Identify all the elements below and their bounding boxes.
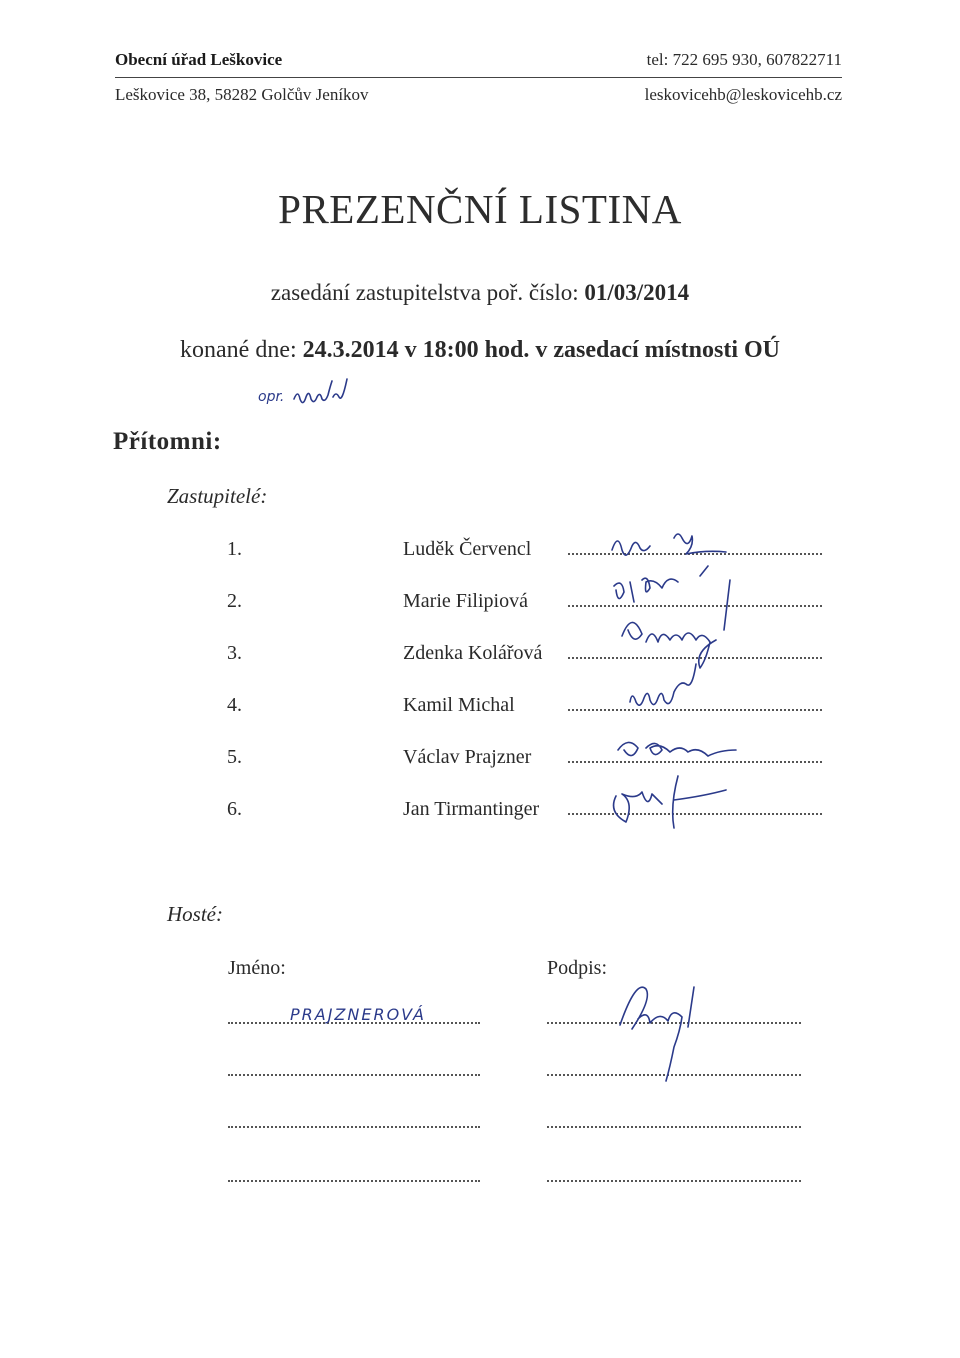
- item-number: 4.: [227, 694, 242, 716]
- subtitle-prefix: zasedání zastupitelstva poř. číslo:: [270, 280, 585, 305]
- list-item: [0, 746, 960, 786]
- list-item: [0, 642, 960, 682]
- representative-name: Zdenka Kolářová: [403, 642, 543, 664]
- office-phone: tel: 722 695 930, 607822711: [646, 50, 842, 69]
- guest-handwritten-name-icon: [290, 992, 490, 1032]
- item-number: 3.: [227, 642, 242, 664]
- list-item: [0, 694, 960, 734]
- guest-name-column-header: Jméno:: [228, 957, 286, 979]
- representative-signatures-icon: [570, 520, 810, 840]
- meeting-subtitle: [0, 280, 960, 306]
- representative-name: Marie Filipiová: [403, 590, 528, 612]
- guest-signature-line: [547, 1180, 801, 1182]
- meeting-number: 01/03/2014: [584, 280, 690, 305]
- representative-name: Kamil Michal: [403, 694, 515, 716]
- item-number: 5.: [227, 746, 242, 768]
- guest-name-line: [228, 1180, 480, 1182]
- list-item: [0, 538, 960, 578]
- date-prefix: konané dne:: [180, 337, 303, 363]
- correction-note-text: opr.: [258, 389, 285, 405]
- meeting-date-line: [0, 337, 960, 364]
- office-name: Obecní úřad Leškovice: [115, 50, 283, 69]
- header-divider: [115, 77, 842, 78]
- document-title: PREZENČNÍ LISTINA: [278, 186, 682, 232]
- guest-name-line: [228, 1074, 480, 1076]
- office-address: Leškovice 38, 58282 Golčův Jeníkov: [115, 85, 369, 104]
- guest-name: PRAJZNEROVÁ: [290, 1005, 426, 1024]
- list-item: [0, 798, 960, 838]
- correction-signature-icon: [258, 381, 388, 409]
- representative-name: Luděk Červencl: [403, 538, 532, 560]
- item-number: 2.: [227, 590, 242, 612]
- guest-signature-column-header: Podpis:: [547, 957, 608, 979]
- representatives-heading: Zastupitelé:: [167, 484, 268, 508]
- guests-heading: Hosté:: [167, 902, 223, 926]
- guest-signature-line: [547, 1126, 801, 1128]
- representative-name: Václav Prajzner: [403, 746, 532, 768]
- guest-signature-icon: [610, 975, 720, 1085]
- office-email: leskovicehb@leskovicehb.cz: [644, 85, 842, 104]
- guest-name-line: [228, 1126, 480, 1128]
- present-heading: Přítomni:: [113, 428, 222, 455]
- meeting-date: 24.3.2014 v 18:00 hod. v zasedací místnosti OÚ: [302, 337, 780, 363]
- representative-name: Jan Tirmantinger: [403, 798, 540, 820]
- item-number: 1.: [227, 538, 242, 560]
- item-number: 6.: [227, 798, 242, 820]
- list-item: [0, 590, 960, 630]
